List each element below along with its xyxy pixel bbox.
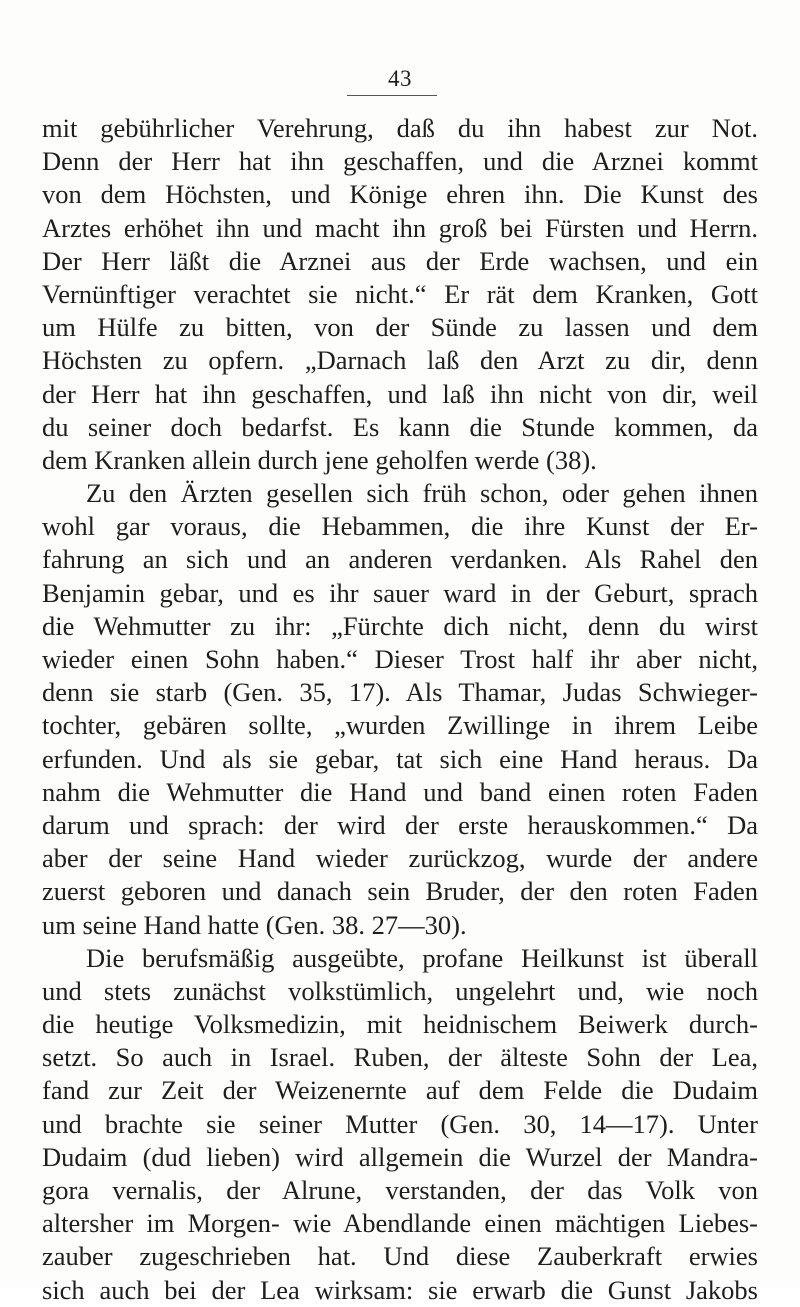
text-line: um Hülfe zu bitten, von der Sünde zu lassen und dem bbox=[42, 312, 758, 343]
text-line: und stets zunächst volkstümlich, ungelehrt und, wie noch bbox=[42, 975, 758, 1006]
paragraph-2 bbox=[42, 477, 758, 942]
text-line: von dem Höchsten, und Könige ehren ihn. Die Kunst des bbox=[42, 179, 758, 210]
text-line: die Wehmutter zu ihr: „Fürchte dich nicht, denn du wirst bbox=[42, 610, 758, 641]
text-line: nahm die Wehmutter die Hand und band einen roten Faden bbox=[42, 776, 758, 807]
text-line: sich auch bei der Lea wirksam: sie erwarb die Gunst Jakobs bbox=[42, 1274, 758, 1305]
paragraph-3 bbox=[42, 942, 758, 1307]
text-line: Der Herr läßt die Arznei aus der Erde wachsen, und ein bbox=[42, 245, 758, 276]
text-line: zuerst geboren und danach sein Bruder, der den roten Faden bbox=[42, 876, 758, 907]
text-line: fand zur Zeit der Weizenernte auf dem Felde die Dudaim bbox=[42, 1075, 758, 1106]
body-text bbox=[42, 112, 758, 1307]
text-line: Benjamin gebar, und es ihr sauer ward in der Geburt, sprach bbox=[42, 577, 758, 608]
text-line: wohl gar voraus, die Hebammen, die ihre Kunst der Er- bbox=[42, 511, 758, 542]
text-line: setzt. So auch in Israel. Ruben, der älteste Sohn der Lea, bbox=[42, 1042, 758, 1073]
page-number-rule bbox=[347, 95, 437, 96]
text-line: Vernünftiger verachtet sie nicht.“ Er rät dem Kranken, Gott bbox=[42, 278, 758, 309]
text-line: Arztes erhöhet ihn und macht ihn groß bei Fürsten und Herrn. bbox=[42, 212, 758, 243]
text-line: erfunden. Und als sie gebar, tat sich eine Hand heraus. Da bbox=[42, 743, 758, 774]
text-line: gora vernalis, der Alrune, verstanden, der das Volk von bbox=[42, 1175, 758, 1205]
text-line: du seiner doch bedarfst. Es kann die Stunde kommen, da bbox=[42, 411, 758, 442]
text-line: denn sie starb (Gen. 35, 17). Als Thamar, Judas Schwieger- bbox=[42, 677, 758, 708]
text-line: die heutige Volksmedizin, mit heidnischem Beiwerk durch- bbox=[42, 1009, 758, 1040]
text-line: altersher im Morgen- wie Abendlande einen mächtigen Liebes- bbox=[42, 1208, 758, 1239]
text-line: fahrung an sich und an anderen verdanken. Als Rahel den bbox=[42, 544, 758, 575]
text-line: Dudaim (dud lieben) wird allgemein die Wurzel der Mandra- bbox=[42, 1141, 758, 1172]
text-line: Höchsten zu opfern. „Darnach laß den Arzt zu dir, denn bbox=[42, 345, 758, 376]
text-line: Zu den Ärzten gesellen sich früh schon, oder gehen ihnen bbox=[86, 478, 758, 509]
text-line: wieder einen Sohn haben.“ Dieser Trost half ihr aber nicht, bbox=[42, 644, 758, 674]
text-line: und brachte sie seiner Mutter (Gen. 30, 14—17). Unter bbox=[42, 1108, 758, 1139]
text-line: um seine Hand hatte (Gen. 38. 27—30). bbox=[42, 909, 467, 940]
text-line: dem Kranken allein durch jene geholfen werde (38). bbox=[42, 444, 597, 475]
page-number: 43 bbox=[388, 66, 412, 91]
text-line: Denn der Herr hat ihn geschaffen, und die Arznei kommt bbox=[42, 146, 758, 177]
text-line: darum und sprach: der wird der erste herauskommen.“ Da bbox=[42, 809, 758, 840]
text-line: der Herr hat ihn geschaffen, und laß ihn nicht von dir, weil bbox=[42, 378, 758, 409]
text-line: Die berufsmäßig ausgeübte, profane Heilkunst ist überall bbox=[86, 942, 758, 973]
text-line: mit gebührlicher Verehrung, daß du ihn habest zur Not. bbox=[42, 113, 758, 143]
text-line: aber der seine Hand wieder zurückzog, wurde der andere bbox=[42, 843, 758, 874]
paragraph-1 bbox=[42, 112, 758, 477]
text-line: tochter, gebären sollte, „wurden Zwillinge in ihrem Leibe bbox=[42, 710, 758, 741]
text-line: zauber zugeschrieben hat. Und diese Zauberkraft erwies bbox=[42, 1241, 758, 1272]
